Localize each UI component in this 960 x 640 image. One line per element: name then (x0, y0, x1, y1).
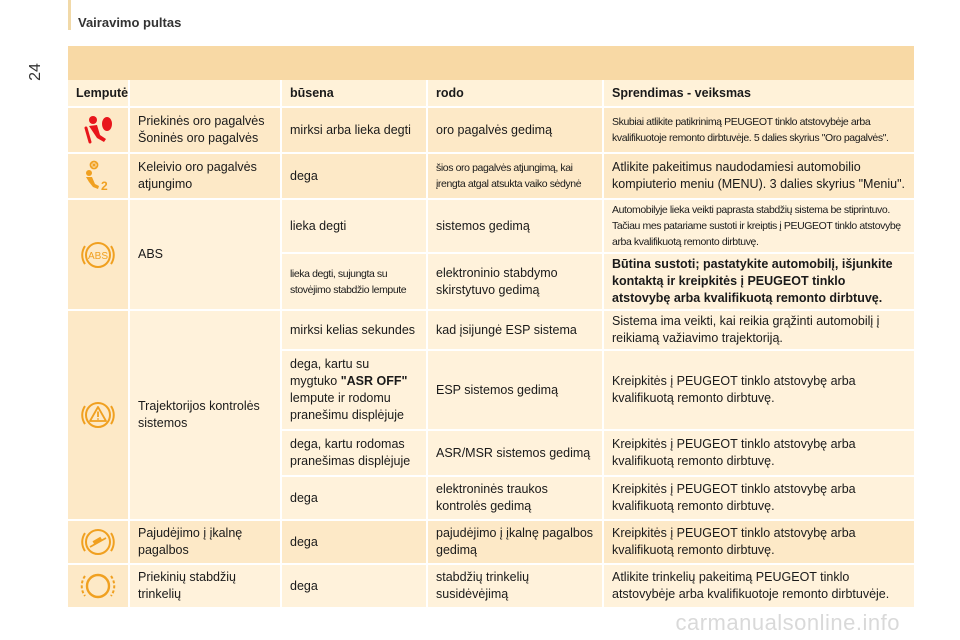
lamp-action: Kreipkitės į PEUGEOT tinklo atstovybę arba kvalifikuotą remonto dirbtuvę. (604, 431, 914, 475)
lamp-name: Priekinių stabdžių trinkelių (130, 565, 282, 607)
table-row (68, 565, 914, 607)
airbag-warning-icon (68, 108, 130, 152)
lamp-status: lieka degti, sujungta su stovėjimo stabdžio lempute (282, 254, 428, 309)
lamp-status: lieka degti (282, 200, 428, 252)
svg-text:2: 2 (101, 179, 108, 193)
header-indicates: rodo (428, 80, 604, 106)
lamp-action: Automobilyje lieka veikti paprasta stabdžių sistema be stiprintuvo. Tačiau mes patariame sustoti ir kreiptis į PEUGEOT tinklo atstovybę arba kvalifikuotą remonto dirbtuvę. (604, 200, 914, 252)
lamp-indicates: ESP sistemos gedimą (428, 351, 604, 429)
lamp-indicates: elektroninio stabdymo skirstytuvo gedimą (428, 254, 604, 309)
lamp-action: Būtina sustoti; pastatykite automobilį, išjunkite kontaktą ir kreipkitės į PEUGEOT tinklo atstovybę arba kvalifikuotą remonto dirbtuvę. (604, 254, 914, 309)
brake-pad-wear-icon (68, 565, 130, 607)
lamp-indicates: sistemos gedimą (428, 200, 604, 252)
watermark: carmanualsonline.info (675, 610, 900, 635)
lamp-indicates: kad įsijungė ESP sistema (428, 311, 604, 349)
lamp-status: dega (282, 154, 428, 198)
abs-icon (68, 200, 130, 309)
lamp-status: mirksi arba lieka degti (282, 108, 428, 152)
lamp-name: ABS (130, 200, 282, 309)
lamp-indicates: elektroninės traukos kontrolės gedimą (428, 477, 604, 519)
header-status: būsena (282, 80, 428, 106)
lamp-status: dega, kartu rodomas pranešimas displėjuje (282, 431, 428, 475)
lamp-action: Kreipkitės į PEUGEOT tinklo atstovybę arba kvalifikuotą remonto dirbtuvę. (604, 521, 914, 563)
passenger-airbag-off-icon (68, 154, 130, 198)
status-text-post: lempute ir rodomu pranešimu displėjuje (290, 391, 404, 422)
lamp-indicates: ASR/MSR sistemos gedimą (428, 431, 604, 475)
lamp-action: Kreipkitės į PEUGEOT tinklo atstovybę arba kvalifikuotą remonto dirbtuvę. (604, 351, 914, 429)
lamp-name: Trajektorijos kontrolės sistemos (130, 311, 282, 519)
table-row (68, 200, 914, 252)
table-row (68, 108, 914, 152)
lamp-status: dega (282, 477, 428, 519)
lamp-name: Priekinės oro pagalvės Šoninės oro pagalvės (130, 108, 282, 152)
table-top-band (68, 46, 914, 80)
hill-start-assist-icon (68, 521, 130, 563)
lamp-indicates: stabdžių trinkelių susidėvėjimą (428, 565, 604, 607)
lamp-status: mirksi kelias sekundes (282, 311, 428, 349)
side-accent-bar (68, 0, 71, 30)
lamp-action: Skubiai atlikite patikrinimą PEUGEOT tinklo atstovybėje arba kvalifikuotoje remonto dirbtuvėje. 5 dalies skyrius "Oro pagalvės". (604, 108, 914, 152)
lamp-action: Atlikite pakeitimus naudodamiesi automobilio kompiuterio meniu (MENU). 3 dalies skyrius "Meniu". (604, 154, 914, 198)
header-action: Sprendimas - veiksmas (604, 80, 914, 106)
lamp-status (282, 351, 428, 429)
table-row (68, 311, 914, 349)
stability-control-warning-icon (68, 311, 130, 519)
lamp-indicates: oro pagalvės gedimą (428, 108, 604, 152)
lamp-indicates: pajudėjimo į įkalnę pagalbos gedimą (428, 521, 604, 563)
table-row (68, 521, 914, 563)
lamp-status: dega (282, 565, 428, 607)
lamp-name: Pajudėjimo į įkalnę pagalbos (130, 521, 282, 563)
section-title: Vairavimo pultas (78, 15, 182, 30)
table-row (68, 154, 914, 198)
lamp-action: Sistema ima veikti, kai reikia grąžinti automobilį į reikiamą važiavimo trajektoriją. (604, 311, 914, 349)
warning-lamps-table (68, 46, 914, 609)
asr-off-label: "ASR OFF" (340, 374, 408, 388)
lamp-indicates: šios oro pagalvės atjungimą, kai įrengta atgal atsukta vaiko sėdynė (428, 154, 604, 198)
header-lamp: Lemputė (68, 80, 130, 106)
table-header-row (68, 80, 914, 106)
lamp-action: Atlikite trinkelių pakeitimą PEUGEOT tinklo atstovybėje arba kvalifikuotoje remonto dirbtuvėje. (604, 565, 914, 607)
lamp-status: dega (282, 521, 428, 563)
lamp-name: Keleivio oro pagalvės atjungimo (130, 154, 282, 198)
lamp-action: Kreipkitės į PEUGEOT tinklo atstovybę arba kvalifikuotą remonto dirbtuvę. (604, 477, 914, 519)
status-text-pre: dega, kartu su mygtuko (290, 357, 370, 388)
svg-text:ABS: ABS (87, 250, 109, 262)
header-name (130, 80, 282, 106)
page-number: 24 (27, 63, 44, 81)
